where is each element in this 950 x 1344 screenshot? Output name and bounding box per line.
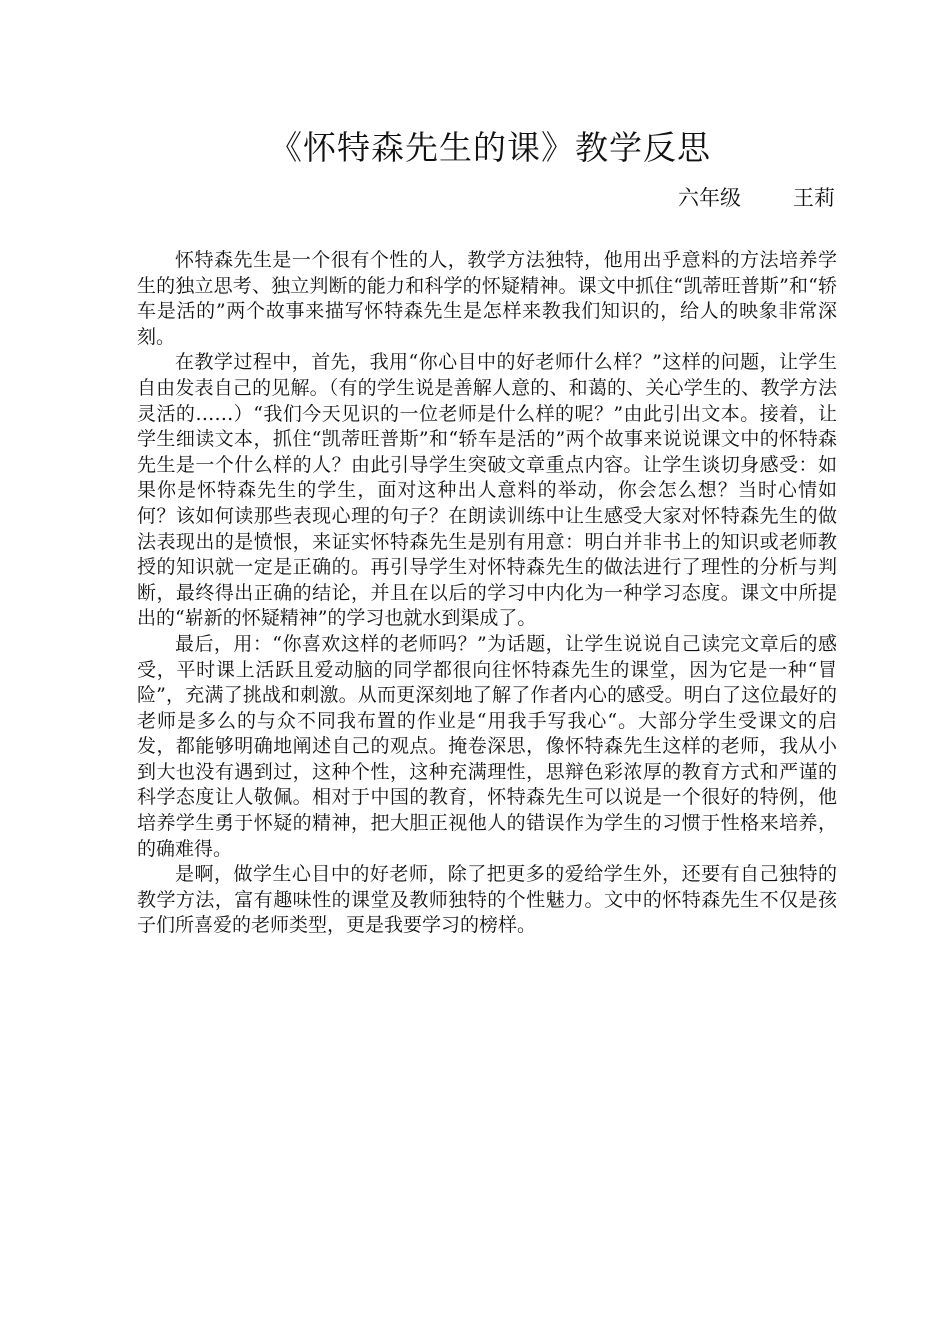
byline <box>500 183 835 213</box>
author-name: 王莉 <box>793 186 835 210</box>
document-body <box>137 248 837 939</box>
paragraph: 是啊，做学生心目中的好老师，除了把更多的爱给学生外，还要有自己独特的教学方法，富有趣味性的课堂及教师独特的个性魅力。文中的怀特森先生不仅是孩子们所喜爱的老师类型，更是我要学习的榜样。 <box>137 863 837 937</box>
paragraph: 怀特森先生是一个很有个性的人，教学方法独特，他用出乎意料的方法培养学生的独立思考、独立判断的能力和科学的怀疑精神。课文中抓住“凯蒂旺普斯”和“轿车是活的”两个故事来描写怀特森先生是怎样来教我们知识的，给人的映象非常深刻。 <box>137 249 837 348</box>
grade-label: 六年级 <box>678 186 741 210</box>
paragraph: 在教学过程中，首先，我用“你心目中的好老师什么样？”这样的问题，让学生自由发表自己的见解。（有的学生说是善解人意的、和蔼的、关心学生的、教学方法灵活的……）“我们今天见识的一位老师是什么样的呢？”由此引出文本。接着，让学生细读文本，抓住“凯蒂旺普斯”和“轿车是活的”两个故事来说说课文中的怀特森先生是一个什么样的人？由此引导学生突破文章重点内容。让学生谈切身感受：如果你是怀特森先生的学生，面对这种出人意料的举动，你会怎么想？当时心情如何？该如何读那些表现心理的句子？在朗读训练中让生感受大家对怀特森先生的做法表现出的是愤恨，来证实怀特森先生是别有用意：明白并非书上的知识或老师教授的知识就一定是正确的。再引导学生对怀特森先生的做法进行了理性的分析与判断，最终得出正确的结论，并且在以后的学习中内化为一种学习态度。课文中所提出的“崭新的怀疑精神”的学习也就水到渠成了。 <box>137 351 837 630</box>
document-title: 《怀特森先生的课》教学反思 <box>269 128 711 167</box>
paragraph: 最后，用：“你喜欢这样的老师吗？”为话题，让学生说说自己读完文章后的感受，平时课上活跃且爱动脑的同学都很向往怀特森先生的课堂，因为它是一种“冒险”，充满了挑战和刺激。从而更深刻地了解了作者内心的感受。明白了这位最好的老师是多么的与众不同我布置的作业是“用我手写我心“。大部分学生受课文的启发，都能够明确地阐述自己的观点。掩卷深思，像怀特森先生这样的老师，我从小到大也没有遇到过，这种个性，这种充满理性，思辩色彩浓厚的教育方式和严谨的科学态度让人敬佩。相对于中国的教育，怀特森先生可以说是一个很好的特例，他培养学生勇于怀疑的精神，把大胆正视他人的错误作为学生的习惯于性格来培养，的确难得。 <box>137 632 837 860</box>
